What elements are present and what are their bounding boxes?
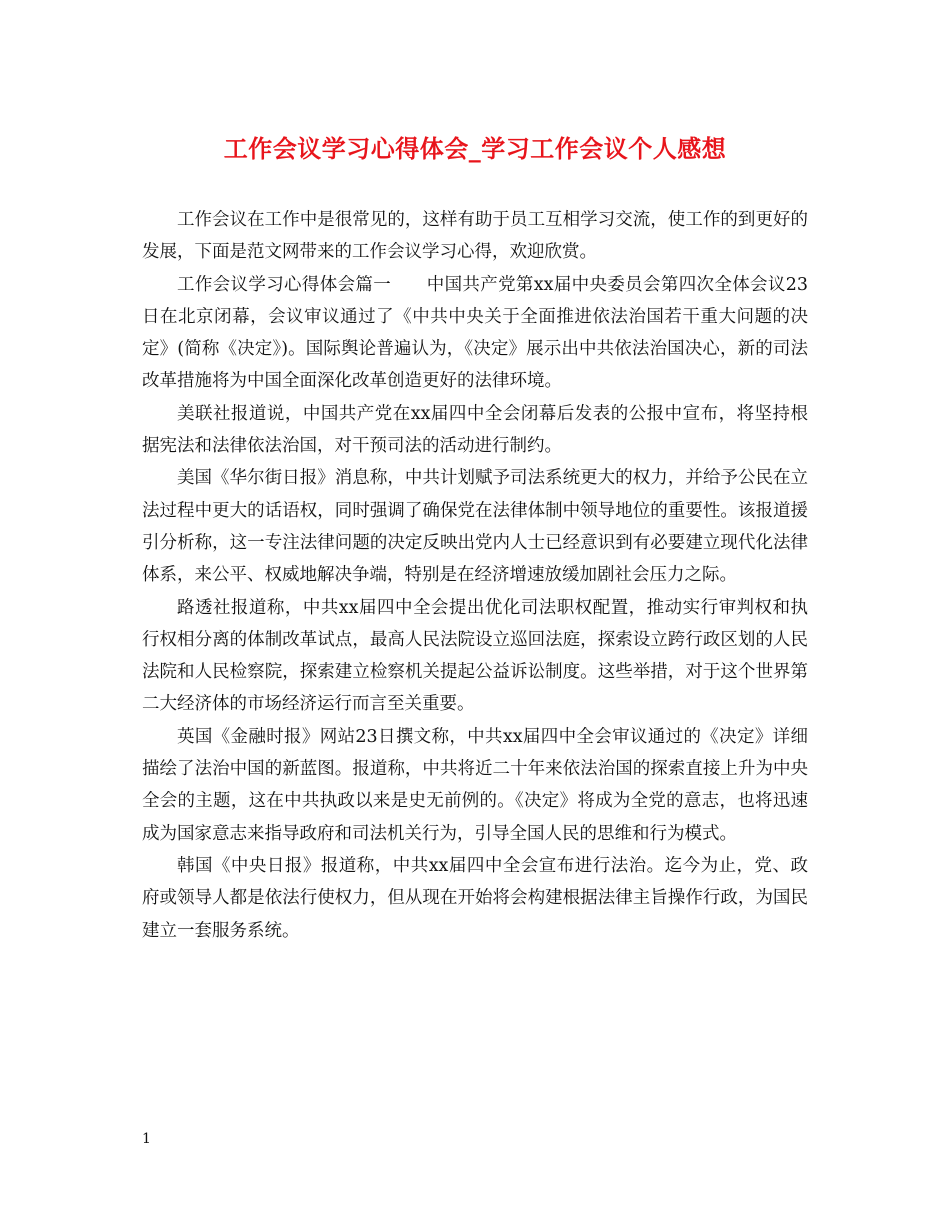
paragraph: 韩国《中央日报》报道称，中共xx届四中全会宣布进行法治。迄今为止，党、政府或领导人都是依法行使权力，但从现在开始将会构建根据法律主旨操作行政，为国民建立一套服务系统。 bbox=[142, 855, 808, 941]
paragraph: 工作会议学习心得体会篇一 中国共产党第xx届中央委员会第四次全体会议23日在北京闭幕，会议审议通过了《中共中央关于全面推进依法治国若干重大问题的决定》(简称《决定》)。国际舆论普遍认为，《决定》展示出中共依法治国决心，新的司法改革措施将为中国全面深化改革创造更好的法律环境。 bbox=[142, 274, 808, 392]
paragraph: 工作会议在工作中是很常见的，这样有助于员工互相学习交流，使工作的到更好的发展，下面是范文网带来的工作会议学习心得，欢迎欣赏。 bbox=[142, 210, 808, 263]
document-body bbox=[142, 204, 808, 947]
document-title: 工作会议学习心得体会_学习工作会议个人感想 bbox=[223, 134, 727, 163]
page-number: 1 bbox=[142, 1131, 151, 1147]
paragraph: 路透社报道称，中共xx届四中全会提出优化司法职权配置，推动实行审判权和执行权相分离的体制改革试点，最高人民法院设立巡回法庭，探索设立跨行政区划的人民法院和人民检察院，探索建立检察机关提起公益诉讼制度。这些举措，对于这个世界第二大经济体的市场经济运行而言至关重要。 bbox=[142, 597, 808, 715]
paragraph: 美国《华尔街日报》消息称，中共计划赋予司法系统更大的权力，并给予公民在立法过程中更大的话语权，同时强调了确保党在法律体制中领导地位的重要性。该报道援引分析称，这一专注法律问题的决定反映出党内人士已经意识到有必要建立现代化法律体系，来公平、权威地解决争端，特别是在经济增速放缓加剧社会压力之际。 bbox=[142, 468, 808, 586]
paragraph: 美联社报道说，中国共产党在xx届四中全会闭幕后发表的公报中宣布，将坚持根据宪法和法律依法治国，对干预司法的活动进行制约。 bbox=[142, 403, 808, 457]
paragraph: 英国《金融时报》网站23日撰文称，中共xx届四中全会审议通过的《决定》详细描绘了法治中国的新蓝图。报道称，中共将近二十年来依法治国的探索直接上升为中央全会的主题，这在中共执政以来是史无前例的。《决定》将成为全党的意志，也将迅速成为国家意志来指导政府和司法机关行为，引导全国人民的思维和行为模式。 bbox=[142, 726, 808, 844]
